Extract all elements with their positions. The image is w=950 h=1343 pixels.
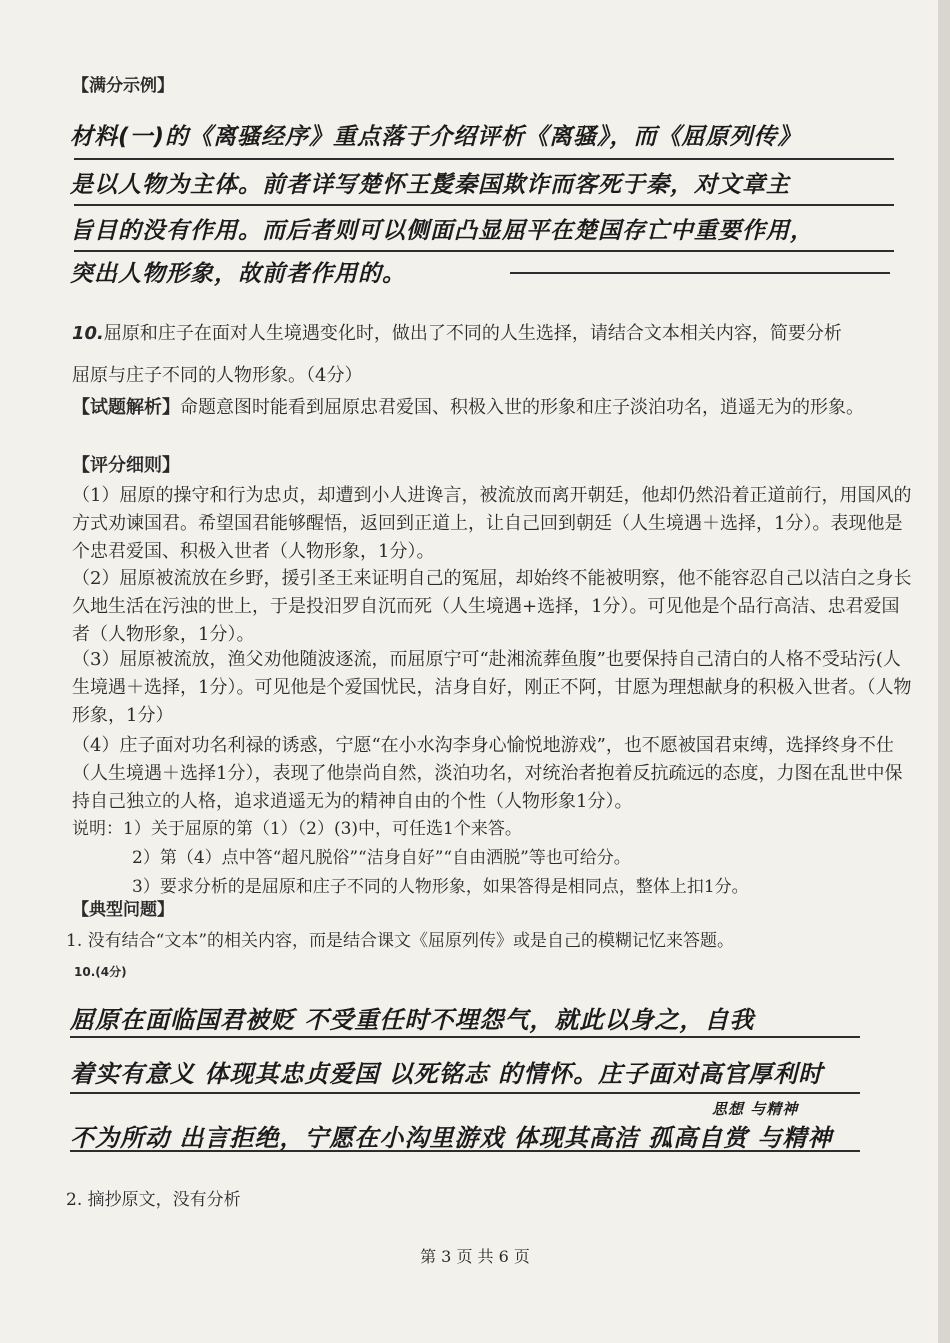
analysis-label: 【试题解析】 <box>72 397 180 418</box>
question-text: 屈原和庄子在面对人生境遇变化时，做出了不同的人生选择，请结合文本相关内容，简要分析 <box>103 323 842 344</box>
underline <box>510 272 890 274</box>
underline <box>74 158 894 160</box>
underline <box>74 250 894 252</box>
handwritten-line: 突出人物形象，故前者作用的。 <box>70 261 406 287</box>
handwritten-line: 是以人物为主体。前者详写楚怀王髲秦国欺诈而客死于秦，对文章主 <box>70 172 790 198</box>
analysis-text: 命题意图时能看到屈原忠君爱国、积极入世的形象和庄子淡泊功名，逍遥无为的形象。 <box>180 397 864 418</box>
note-3: 3）要求分析的是屈原和庄子不同的人物形象，如果答得是相同点，整体上扣1分。 <box>132 877 749 897</box>
question-10 <box>72 320 912 348</box>
underline <box>70 1150 860 1152</box>
scoring-point-1: （1）屈原的操守和行为忠贞，却遭到小人进谗言，被流放而离开朝廷，他却仍然沿着正道前行，用国风的方式劝谏国君。希望国君能够醒悟，返回到正道上，让自己回到朝廷（人生境遇＋选择，1分）。表现他是个忠君爱国、积极入世者（人物形象，1分）。 <box>72 485 912 562</box>
student-answer-line: 着实有意义 体现其忠贞爱国 以死铭志 的情怀。庄子面对高官厚利时 <box>70 1060 824 1088</box>
scoring-point-2: （2）屈原被流放在乡野，援引圣王来证明自己的冤屈，却始终不能被明察，他不能容忍自己以洁白之身长久地生活在污浊的世上，于是投汨罗自沉而死（人生境遇+选择，1分）。可见他是个品行高洁、忠君爱国者（人物形象，1分）。 <box>72 568 912 645</box>
note-2: 2）第（4）点中答“超凡脱俗”“洁身自好”“自由洒脱”等也可给分。 <box>132 848 631 868</box>
student-answer-insert: 思想 与精神 <box>712 1100 799 1118</box>
typical-header: 【典型问题】 <box>72 900 174 920</box>
underline <box>70 1036 860 1038</box>
handwritten-line: 材料(一)的《离骚经序》重点落于介绍评析《离骚》，而《屈原列传》 <box>70 124 802 150</box>
example-header: 【满分示例】 <box>72 76 174 96</box>
underline <box>74 204 894 206</box>
note-1: 说明：1）关于屈原的第（1）（2）(3)中，可任选1个来答。 <box>72 819 522 839</box>
analysis <box>72 394 912 422</box>
problem-2: 2. 摘抄原文，没有分析 <box>66 1190 241 1210</box>
scoring-point-4: （4）庄子面对功名利禄的诱惑，宁愿“在小水沟李身心愉悦地游戏”，也不愿被国君束缚，选择终身不仕（人生境遇＋选择1分），表现了他崇尚自然，淡泊功名，对统治者抱着反抗疏远的态度，力图在乱世中保持自己独立的人格，追求逍遥无为的精神自由的个性（人物形象1分）。 <box>72 735 903 812</box>
underline <box>70 1092 860 1094</box>
scoring-header: 【评分细则】 <box>72 455 180 476</box>
question-number: 10. <box>72 323 104 344</box>
student-question-label: 10.(4分) <box>74 965 127 979</box>
student-answer-line: 屈原在面临国君被贬 不受重任时不埋怨气，就此以身之，自我 <box>70 1006 755 1034</box>
scan-edge <box>938 0 950 1343</box>
problem-1: 1. 没有结合“文本”的相关内容，而是结合课文《屈原列传》或是自己的模糊记忆来答题。 <box>66 931 735 951</box>
page-footer: 第 3 页 共 6 页 <box>420 1247 530 1266</box>
student-answer-line: 不为所动 出言拒绝，宁愿在小沟里游戏 体现其高洁 孤高自赏 与精神 <box>70 1124 833 1152</box>
handwritten-line: 旨目的没有作用。而后者则可以侧面凸显屈平在楚国存亡中重要作用， <box>70 218 814 244</box>
scoring-point-3: （3）屈原被流放，渔父劝他随波逐流，而屈原宁可“赴湘流葬鱼腹”也要保持自己清白的人格不受玷污(人生境遇＋选择，1分）。可见他是个爱国忧民，洁身自好，刚正不阿，甘愿为理想献身的积极入世者。（人物形象，1分） <box>72 649 912 726</box>
question-text-cont: 屈原与庄子不同的人物形象。（4分） <box>72 365 363 386</box>
